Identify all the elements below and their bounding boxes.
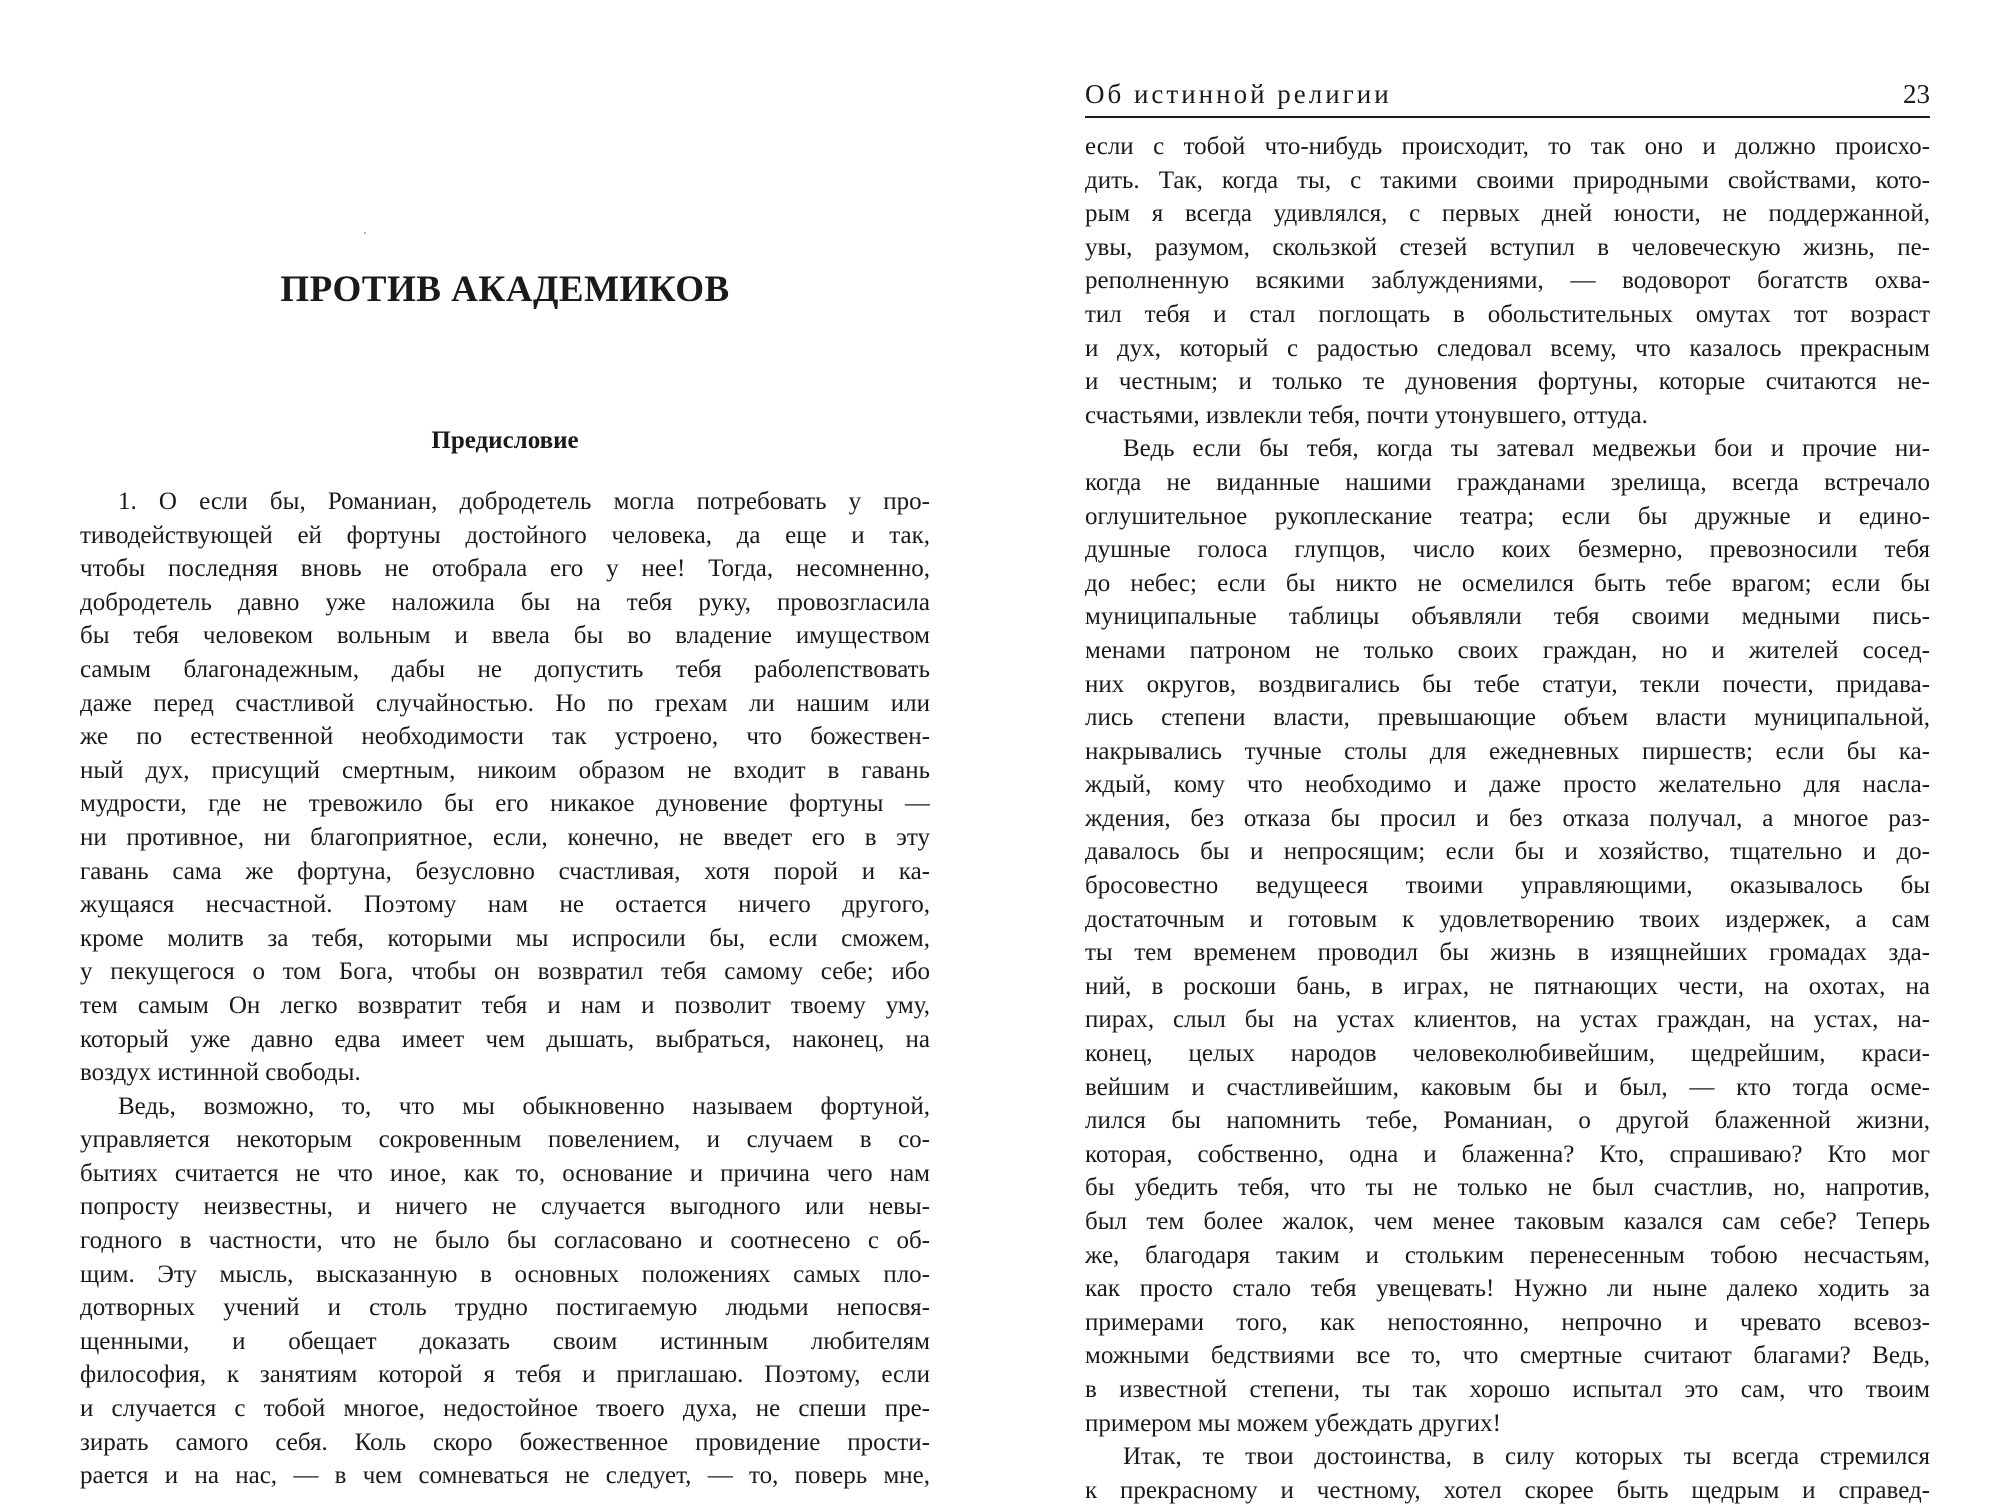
paragraph [1085,130,1930,432]
text-line: ты тем временем проводил бы жизнь в изящнейших громадах зда- [1085,939,1930,967]
page-number: 23 [1903,79,1930,109]
text-line: чтобы последняя вновь не отобрала его у нее! Тогда, несомненно, [80,555,930,583]
text-line: мудрости, где не тревожило бы его никакое дуновение фортуны — [80,790,930,818]
text-line: кроме молитв за тебя, которыми мы испросили бы, если сможем, [80,924,930,952]
text-line: даже перед счастливой случайностью. Но по грехам ли нашим или [80,689,930,717]
text-line: как просто стало тебя увещевать! Нужно ли ныне далеко ходить за [1085,1275,1930,1303]
text-line: оглушительное рукоплескание театра; если бы дружные и едино- [1085,502,1930,530]
left-page [80,0,930,1505]
text-line: у пекущегося о том Бога, чтобы он возвратил тебя самому себе; ибо [80,958,930,986]
text-line: самым благонадежным, дабы не допустить тебя раболепствовать [80,655,930,683]
text-line: тем самым Он легко возвратит тебя и нам и позволит твоему уму, [80,991,930,1019]
text-line: ни противное, ни благоприятное, если, конечно, не введет его в эту [80,823,930,851]
text-line: бытиях считается не что иное, как то, основание и причина чего нам [80,1159,930,1187]
text-line: и честным; и только те дуновения фортуны, которые считаются не- [1085,368,1930,396]
text-line: душные голоса глупцов, число коих безмерно, превозносили тебя [1085,536,1930,564]
text-line: философия, к занятиям которой я тебя и приглашаю. Поэтому, если [80,1361,930,1389]
text-line: примером мы можем убеждать других! [1085,1409,1501,1437]
text-line: ждения, без отказа бы просил и без отказа получал, а многое раз- [1085,804,1930,832]
text-line: бросовестно ведущееся твоими управляющими, оказывалось бы [1085,872,1930,900]
text-line: если с тобой что-нибудь происходит, то так оно и должно происхо- [1085,133,1930,160]
text-line: который уже давно едва имеет чем дышать, выбраться, наконец, на [80,1025,930,1053]
text-line: достаточным и готовым к удовлетворению твоих издержек, а сам [1085,905,1930,933]
text-line: воздух истинной свободы. [80,1059,361,1087]
text-line: добродетель давно уже наложила бы на тебя руку, провозгласила [80,588,930,616]
text-line: пирах, слыл бы на устах клиентов, на устах граждан, на устах, на- [1085,1006,1930,1034]
text-line: до небес; если бы никто не осмелился быть тебе врагом; если бы [1085,569,1930,597]
print-speck [364,232,366,234]
right-page-body [1085,130,1930,1507]
text-line: лись степени власти, превышающие объем власти муниципальной, [1085,704,1930,732]
section-title: Предисловие [431,427,579,454]
text-line: конец, целых народов человеколюбивейшим, щедрейшим, краси- [1085,1040,1930,1068]
text-line: ждый, кому что необходимо и даже просто желательно для насла- [1085,771,1930,799]
text-line: 1. О если бы, Романиан, добродетель могла потребовать у про- [118,488,930,515]
running-head [1085,72,1930,118]
text-line: дотворных учений и столь трудно постигаемую людьми непосвя- [80,1294,930,1322]
text-line: был тем более жалок, чем менее таковым казался сам себе? Теперь [1085,1208,1930,1235]
text-line: счастьями, извлекли тебя, почти утонувшего, оттуда. [1085,401,1648,429]
text-line: рым я всегда удивлялся, с первых дней юности, не поддержанной, [1085,200,1930,228]
text-line: гавань сама же фортуна, безусловно счастливая, хотя порой и ка- [80,857,930,885]
text-line: бы убедить тебя, что ты не только не был счастлив, но, напротив, [1085,1174,1930,1202]
text-line: Ведь если бы тебя, когда ты затевал медвежьи бои и прочие ни- [1123,435,1930,463]
text-line: Итак, те твои достоинства, в силу которых ты всегда стремился [1123,1443,1930,1471]
text-line: и случается с тобой многое, недостойное твоего духа, не спеши пре- [80,1395,930,1423]
text-line: давалось бы и непросящим; если бы и хозяйство, тщательно и до- [1085,838,1930,866]
text-line: дить. Так, когда ты, с такими своими природными свойствами, кото- [1085,166,1930,194]
text-line: щенными, и обещает доказать своим истинным любителям [80,1327,930,1355]
text-line: тил тебя и стал поглощать в обольстительных омутах тот возраст [1085,300,1930,328]
text-line: которая, собственно, одна и блаженна? Кто, спрашиваю? Кто мог [1085,1140,1930,1168]
text-line: зирать самого себя. Коль скоро божественное провидение прости- [80,1428,930,1456]
text-line: когда не виданные нашими гражданами зрелища, всегда встречало [1085,468,1930,496]
text-line: в известной степени, ты так хорошо испытал это сам, что твоим [1085,1375,1930,1403]
text-line: ний, в роскоши бань, в играх, не пятнающих чести, на охотах, на [1085,972,1930,1000]
text-line: вейшим и счастливейшим, каковым бы и был, — кто тогда осме- [1085,1073,1930,1101]
chapter-title: ПРОТИВ АКАДЕМИКОВ [280,269,730,310]
paragraph [80,485,930,1090]
text-line: муниципальные таблицы объявляли тебя своими медными пись- [1085,603,1930,631]
text-line: примерами того, как непостоянно, непрочно и чревато всевоз- [1085,1308,1930,1336]
text-line: накрывались тучные столы для ежедневных пиршеств; если бы ка- [1085,737,1930,765]
text-line: попросту неизвестны, и ничего не случается выгодного или невы- [80,1193,930,1221]
paragraph [80,1090,930,1493]
right-page [1085,0,1930,1505]
paragraph [1085,1440,1930,1507]
text-line: же по естественной необходимости так устроено, что божествен- [80,723,930,751]
text-line: щим. Эту мысль, высказанную в основных положениях самых пло- [80,1260,930,1288]
left-page-body [80,485,930,1493]
text-line: менами патроном не только своих граждан, но и жителей сосед- [1085,636,1930,664]
text-line: Ведь, возможно, то, что мы обыкновенно называем фортуной, [118,1092,930,1120]
text-line: и дух, который с радостью следовал всему, что казалось прекрасным [1085,334,1930,362]
text-line: можными бедствиями все то, что смертные считают благами? Ведь, [1085,1342,1930,1370]
text-line: управляется некоторым сокровенным повелением, и случаем в со- [80,1126,930,1154]
text-line: ный дух, присущий смертным, никоим образом не входит в гавань [80,756,930,784]
text-line: же, благодаря таким и стольким перенесенным тобою несчастьям, [1085,1241,1930,1269]
text-line: рается и на нас, — в чем сомневаться не следует, — то, поверь мне, [80,1462,930,1490]
text-line: тиводействующей ей фортуны достойного человека, да еще и так, [80,521,930,549]
text-line: них округов, воздвигались бы тебе статуи, текли почести, придава- [1085,670,1930,698]
text-line: жущаяся несчастной. Поэтому нам не остается ничего другого, [80,891,930,919]
text-line: увы, разумом, скользкой стезей вступил в человеческую жизнь, пе- [1085,233,1930,261]
text-line: бы тебя человеком вольным и ввела бы во владение имуществом [80,622,930,650]
text-line: годного в частности, что не было бы согласовано и соотнесено с об- [80,1227,930,1255]
text-line: лился бы напомнить тебе, Романиан, о другой блаженной жизни, [1085,1107,1930,1135]
text-line: к прекрасному и честному, хотел скорее быть щедрым и справед- [1085,1476,1930,1504]
running-title: Об истинной религии [1085,79,1392,109]
text-line: реполненную всякими заблуждениями, — водоворот богатств охва- [1085,267,1930,295]
paragraph [1085,432,1930,1440]
